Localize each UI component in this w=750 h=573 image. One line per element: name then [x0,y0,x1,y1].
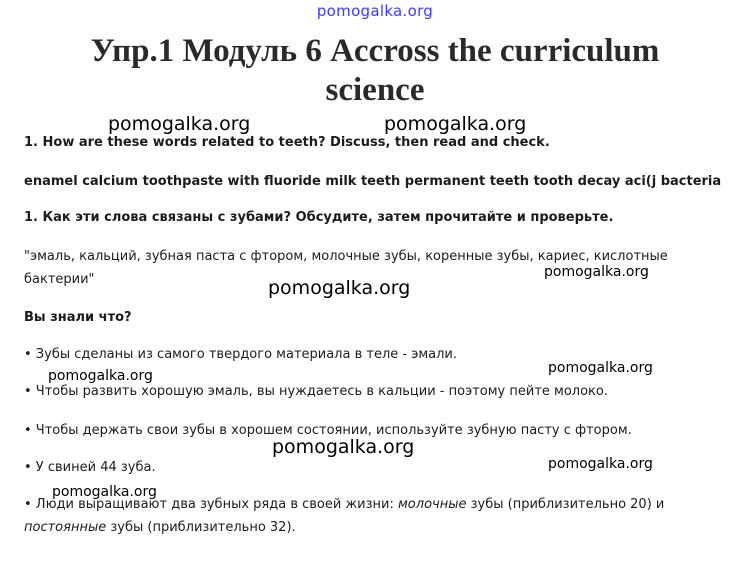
words-russian-line-2: бактерии" [24,272,95,287]
fact-italic-milk: молочные [398,497,467,512]
words-english: enamel calcium toothpaste with fluoride milk teeth permanent teeth tooth decay aci(j bacteria [24,174,722,189]
page-title-line-1: Упр.1 Модуль 6 Accross the curriculum [90,33,660,69]
task-english: 1. How are these words related to teeth? Discuss, then read and check. [24,135,550,150]
page-title [0,32,750,110]
fact-item: • У свиней 44 зуба. [24,460,156,475]
fact-text: • Люди выращивают два зубных ряда в своей жизни: [24,497,398,512]
fact-italic-permanent: постоянные [24,520,107,535]
watermark: pomogalka.org [268,277,411,299]
watermark: pomogalka.org [548,360,653,376]
fact-text: зубы (приблизительно 32). [106,520,296,535]
fact-item: • Чтобы развить хорошую эмаль, вы нуждаетесь в кальции - поэтому пейте молоко. [24,384,608,399]
task-russian: 1. Как эти слова связаны с зубами? Обсудите, затем прочитайте и проверьте. [24,210,614,225]
fact-text: зубы (приблизительно 20) и [466,497,665,512]
watermark: pomogalka.org [48,368,153,384]
site-watermark-top: pomogalka.org [316,2,434,20]
page-title-line-2: science [325,72,425,108]
watermark: pomogalka.org [108,113,251,135]
watermark: pomogalka.org [548,456,653,472]
fact-item-5-line-1 [24,497,664,512]
fact-item: • Чтобы держать свои зубы в хорошем состоянии, используйте зубную пасту с фтором. [24,423,632,438]
fact-item-5-line-2 [24,520,296,535]
watermark: pomogalka.org [544,264,649,280]
watermark: pomogalka.org [272,436,415,458]
did-you-know-heading: Вы знали что? [24,310,132,325]
fact-item: • Зубы сделаны из самого твердого материала в теле - эмали. [24,347,458,362]
watermark: pomogalka.org [52,484,157,500]
watermark: pomogalka.org [384,113,527,135]
words-russian-line-1: "эмаль, кальций, зубная паста с фтором, молочные зубы, коренные зубы, кариес, кислотные [24,249,668,264]
